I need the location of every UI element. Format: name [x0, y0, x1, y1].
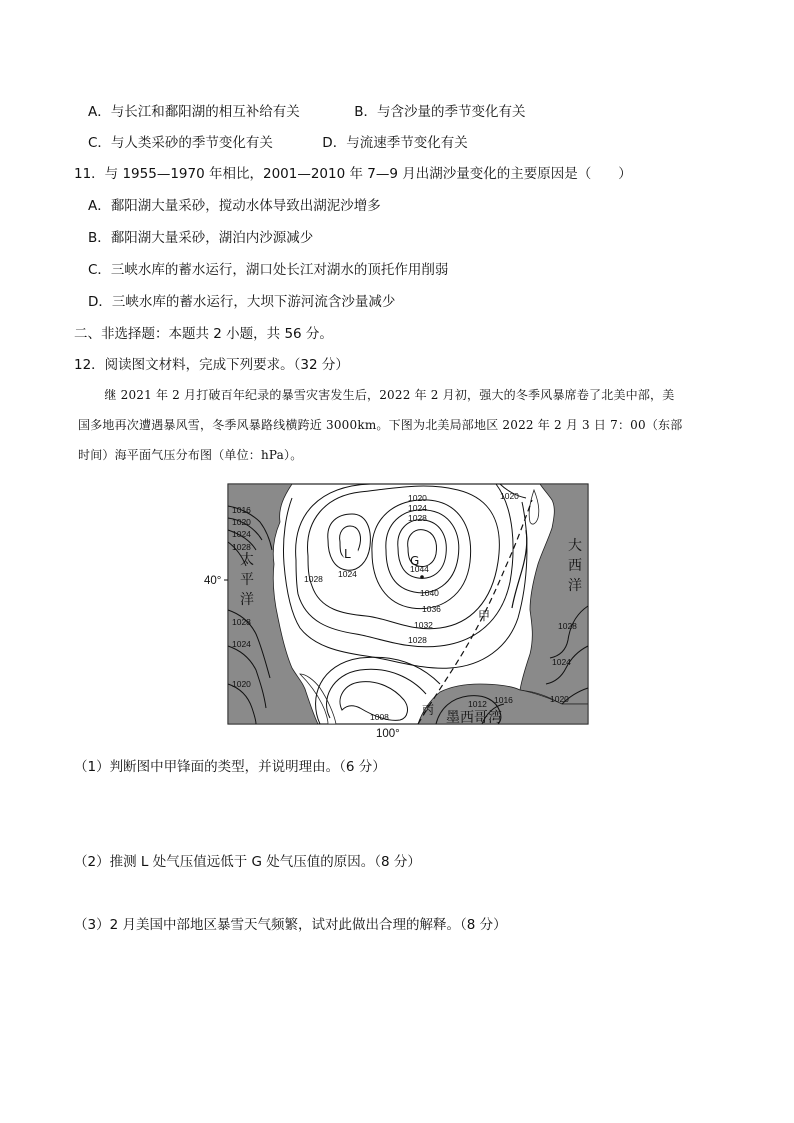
isobar-label: 1040 — [420, 588, 439, 598]
q11-stem: 11．与 1955—1970 年相比，2001—2010 年 7—9 月出湖沙量变化的主要原因是（ ） — [74, 166, 632, 182]
isobar-label: 1028 — [558, 621, 577, 631]
q10-option-c: C．与人类采砂的季节变化有关 — [88, 135, 273, 151]
isobar-label: 1016 — [494, 695, 513, 705]
q10-option-a: A．与长江和鄱阳湖的相互补给有关 — [88, 104, 300, 120]
isobar-label: 1020 — [500, 491, 519, 501]
isobar-label: 1024 — [232, 639, 251, 649]
isobar-label: 1008 — [370, 712, 389, 722]
q12-subquestion-2: （2）推测 L 处气压值远低于 G 处气压值的原因。（8 分） — [74, 854, 421, 870]
q12-material-line-3: 时间）海平面气压分布图（单位：hPa）。 — [78, 448, 303, 462]
isobar-label: 1024 — [552, 657, 571, 667]
isobar-label: 1024 — [232, 529, 251, 539]
q12-subquestion-1: （1）判断图中甲锋面的类型，并说明理由。（6 分） — [74, 759, 386, 775]
pacific-label-2: 平 — [240, 572, 254, 588]
isobar-label: 1020 — [408, 493, 427, 503]
atlantic-label-1: 大 — [568, 538, 582, 554]
isobar-label: 1044 — [410, 564, 429, 574]
latitude-label: 40° — [204, 575, 222, 587]
q12-stem: 12．阅读图文材料，完成下列要求。（32 分） — [74, 357, 349, 373]
isobar-label: 1032 — [414, 620, 433, 630]
atlantic-label-3: 洋 — [568, 578, 582, 594]
isobar-label: 1036 — [422, 604, 441, 614]
sea-level-pressure-map — [200, 478, 594, 740]
isobar-label: 1020 — [232, 517, 251, 527]
pacific-label-1: 太 — [240, 552, 254, 568]
q11-option-c: C．三峡水库的蓄水运行，湖口处长江对湖水的顶托作用削弱 — [88, 262, 449, 278]
isobar-label: 1012 — [468, 699, 487, 709]
isobar-label: 1024 — [338, 569, 357, 579]
high-pressure-symbol-g: G — [410, 554, 420, 568]
q12-material-line-1: 继 2021 年 2 月打破百年纪录的暴雪灾害发生后，2022 年 2 月初，强大的冬季风暴席卷了北美中部，美 — [104, 388, 675, 402]
isobar-label: 1028 — [408, 513, 427, 523]
q10-options-row-2 — [88, 134, 468, 152]
gulf-of-mexico-label: 墨西哥湾 — [446, 710, 502, 726]
high-pressure-center-dot — [420, 575, 424, 579]
q12-subquestion-3: （3）2 月美国中部地区暴雪天气频繁，试对此做出合理的解释。（8 分） — [74, 917, 507, 933]
q12-material-paragraph — [78, 386, 720, 464]
q12-material-line-2: 国多地再次遭遇暴风雪，冬季风暴路线横跨近 3000km。下图为北美局部地区 2022 年 2 月 3 日 7：00（东部 — [78, 418, 683, 432]
isobar-label: 1028 — [232, 542, 251, 552]
q11-option-b: B．鄱阳湖大量采砂，湖泊内沙源减少 — [88, 230, 314, 246]
q10-options-row-1 — [88, 103, 526, 121]
isobar-label: 1020 — [232, 679, 251, 689]
front-label-jia: 甲 — [478, 609, 491, 623]
isobar-label: 1020 — [550, 694, 569, 704]
isobar-label: 1024 — [408, 503, 427, 513]
low-pressure-symbol-l: L — [344, 547, 351, 561]
q10-option-b: B．与含沙量的季节变化有关 — [354, 104, 526, 120]
q11-option-d: D．三峡水库的蓄水运行，大坝下游河流含沙量减少 — [88, 294, 396, 310]
q11-option-a: A．鄱阳湖大量采砂，搅动水体导致出湖泥沙增多 — [88, 198, 381, 214]
pacific-label-3: 洋 — [240, 592, 254, 608]
isobar-label: 1016 — [232, 505, 251, 515]
isobar-label: 1028 — [408, 635, 427, 645]
isobar-label: 1028 — [304, 574, 323, 584]
isobar-label: 1028 — [232, 617, 251, 627]
longitude-label: 100° — [376, 728, 400, 740]
q10-option-d: D．与流速季节变化有关 — [322, 135, 468, 151]
section-heading: 二、非选择题：本题共 2 小题，共 56 分。 — [74, 326, 333, 342]
atlantic-label-2: 西 — [568, 558, 582, 574]
area-label-bing: 丙 — [422, 703, 435, 717]
